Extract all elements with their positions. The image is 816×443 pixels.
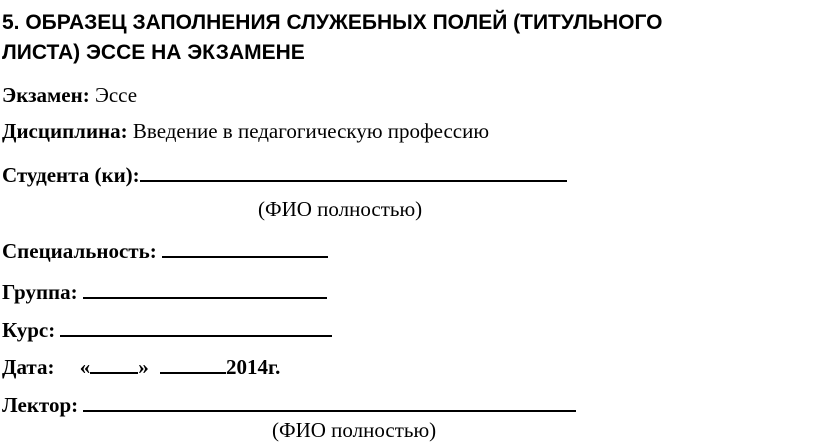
date-year: 2014г. <box>225 355 281 379</box>
discipline-row <box>2 118 489 144</box>
date-row <box>2 352 280 380</box>
date-month-blank[interactable] <box>160 352 226 374</box>
discipline-value: Введение в педагогическую профессию <box>132 119 490 143</box>
lecturer-label: Лектор: <box>2 393 79 417</box>
document-title <box>2 8 812 68</box>
date-close-quote: » <box>138 355 149 379</box>
specialty-label: Специальность: <box>2 239 157 263</box>
lecturer-row <box>2 390 576 418</box>
course-blank[interactable] <box>60 315 332 337</box>
student-row <box>2 160 567 188</box>
date-day-blank[interactable] <box>90 352 138 374</box>
course-row <box>2 315 332 343</box>
group-blank[interactable] <box>83 277 327 299</box>
exam-value: Эссе <box>94 83 138 107</box>
group-row <box>2 277 327 305</box>
discipline-label: Дисциплина: <box>2 119 128 143</box>
date-open-quote: « <box>79 355 91 379</box>
course-label: Курс: <box>2 318 56 342</box>
title-line-1: 5. ОБРАЗЕЦ ЗАПОЛНЕНИЯ СЛУЖЕБНЫХ ПОЛЕЙ (ТИТУЛЬНОГО <box>2 11 663 34</box>
student-label: Студента (ки): <box>2 163 140 187</box>
lecturer-fio-note: (ФИО полностью) <box>272 418 437 442</box>
exam-label: Экзамен: <box>2 83 90 107</box>
date-label: Дата: <box>2 355 55 379</box>
specialty-blank[interactable] <box>162 236 328 258</box>
specialty-row <box>2 236 328 264</box>
student-fio-note: (ФИО полностью) <box>258 197 423 221</box>
lecturer-name-blank[interactable] <box>83 390 576 412</box>
student-name-blank[interactable] <box>140 160 567 182</box>
group-label: Группа: <box>2 280 78 304</box>
exam-row <box>2 82 137 108</box>
title-line-2: ЛИСТА) ЭССЕ НА ЭКЗАМЕНЕ <box>2 41 305 64</box>
